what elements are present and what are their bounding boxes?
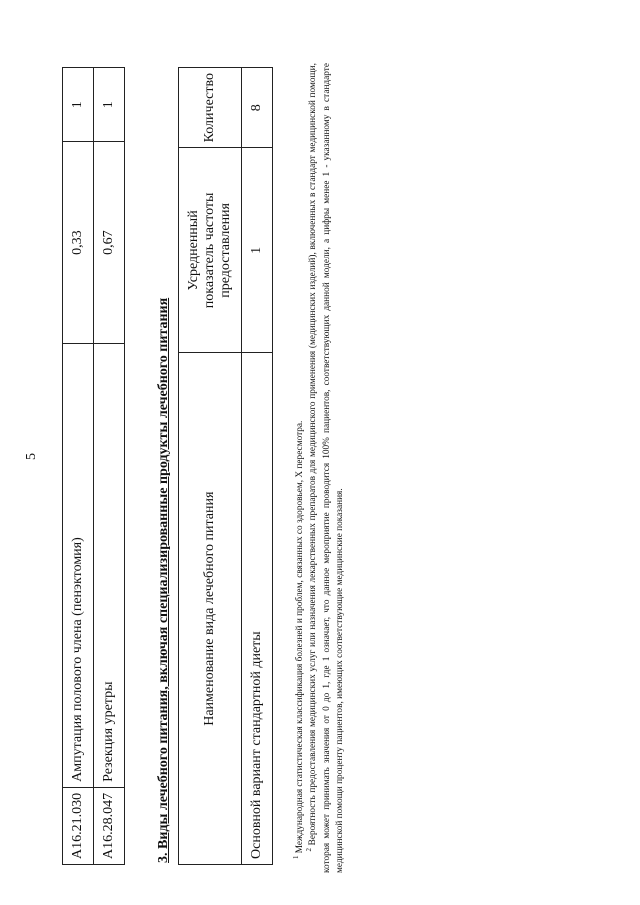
- frequency-cell: 0,33: [63, 142, 94, 343]
- footnote-2: [307, 63, 347, 873]
- section-title-text: 3. Виды лечебного питания, включая специализированные продукты лечебного питания: [156, 297, 171, 863]
- quantity-cell: 1: [94, 68, 125, 142]
- quantity-cell: 8: [242, 68, 273, 148]
- services-table: [62, 67, 125, 865]
- footnote-text: Международная статистическая классификация болезней и проблем, связанных со здоровьем, X пересмотра.: [295, 420, 305, 854]
- footnote-mark: 2: [305, 848, 314, 852]
- header-frequency: [179, 148, 242, 353]
- header-name: Наименование вида лечебного питания: [179, 353, 242, 865]
- footnotes: [291, 63, 348, 873]
- table-row: [242, 68, 273, 865]
- frequency-cell: 0,67: [94, 142, 125, 343]
- service-name-cell: Ампутация полового члена (пенэктомия): [63, 343, 94, 787]
- table-row: [63, 68, 94, 865]
- footnote-text: Вероятность предоставления медицинских услуг или назначения лекарственных препаратов для медицинского применения (медицинских изделий), включенных в стандарт медицинской помощи, которая может принимать значения от 0 до 1, где 1 означает, что данное мероприятие проводится 100% пациентов, соответствующих данной модели, а цифры менее 1 - указанному в стандарте медицинской помощи проценту пациентов, имеющих соответствующие медицинские показания.: [308, 63, 346, 873]
- table-row: [94, 68, 125, 865]
- nutrition-name-cell: Основной вариант стандартной диеты: [242, 353, 273, 865]
- footnote-mark: 1: [291, 855, 300, 860]
- header-frequency-line: Усредненный: [185, 210, 201, 291]
- nutrition-table: [178, 67, 273, 865]
- frequency-cell: 1: [242, 148, 273, 353]
- quantity-cell: 1: [63, 68, 94, 142]
- page-number: 5: [24, 453, 39, 460]
- service-name-cell: Резекция уретры: [94, 343, 125, 787]
- header-frequency-line: показатель частоты: [201, 192, 217, 309]
- service-code-cell: A16.21.030: [63, 787, 94, 864]
- header-quantity: Количество: [179, 68, 242, 148]
- footnote-1: [291, 63, 307, 873]
- service-code-cell: A16.28.047: [94, 787, 125, 864]
- section-title: [156, 298, 172, 863]
- header-frequency-line: предоставления: [218, 203, 234, 298]
- table-header-row: [179, 68, 242, 865]
